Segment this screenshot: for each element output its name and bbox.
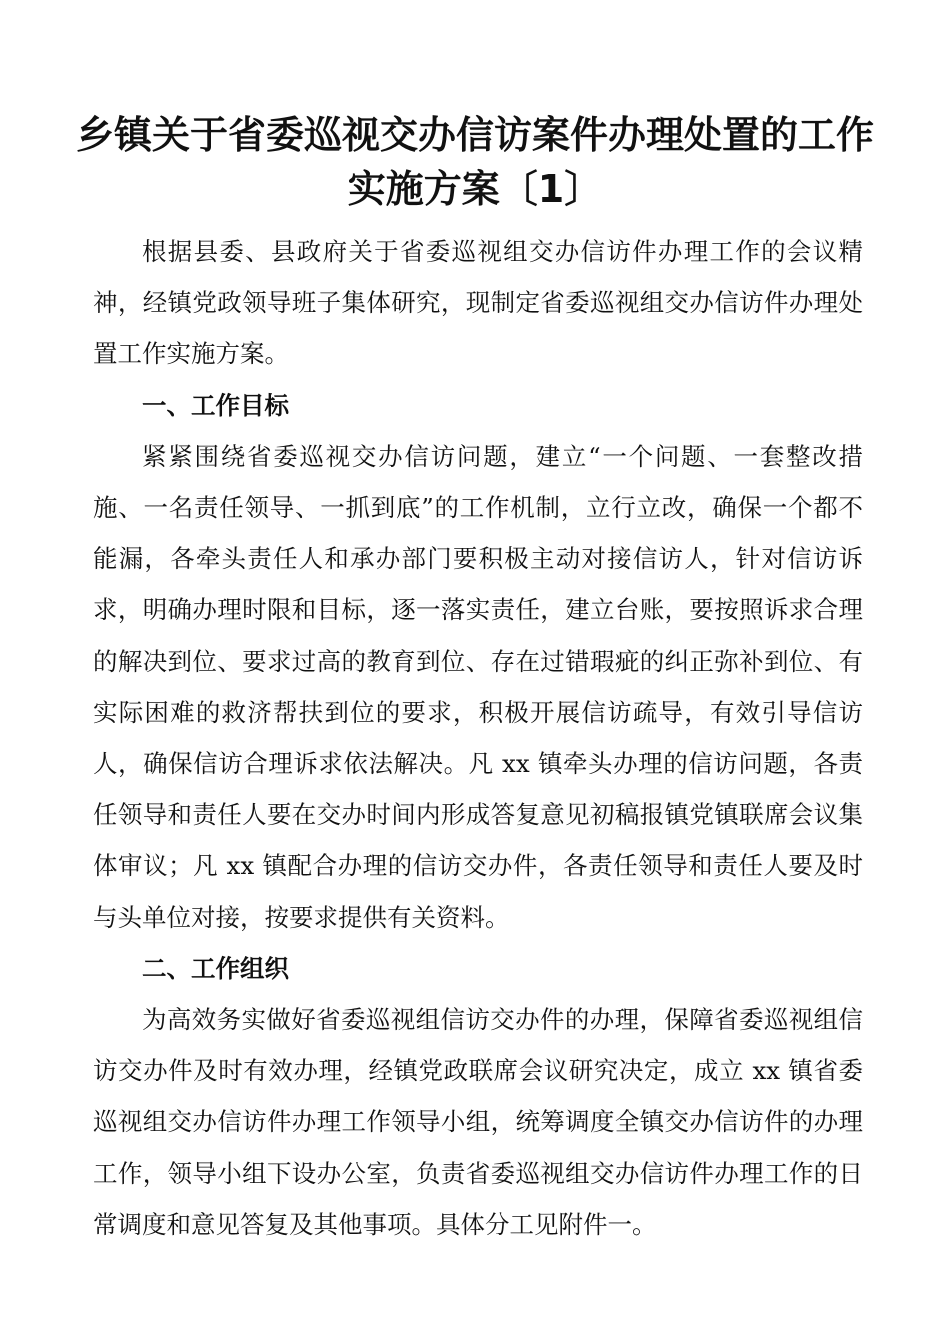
- section-paragraph-goals: 紧紧围绕省委巡视交办信访问题，建立“一个问题、一套整改措施、一名责任领导、一抓到底”的工作机制，立行立改，确保一个都不能漏，各牵头责任人和承办部门要积极主动对接信访人，针对信访诉求，明确办理时限和目标，逐一落实责任，建立台账，要按照诉求合理的解决到位、要求过高的教育到位、存在过错瑕疵的纠正弥补到位、有实际困难的救济帮扶到位的要求，积极开展信访疏导，有效引导信访人，确保信访合理诉求依法解决。凡 xx 镇牵头办理的信访问题，各责任领导和责任人要在交办时间内形成答复意见初稿报镇党镇联席会议集体审议；凡 xx 镇配合办理的信访交办件，各责任领导和责任人要及时与头单位对接，按要求提供有关资料。: [93, 441, 863, 932]
- section-paragraph-organization: 为高效务实做好省委巡视组信访交办件的办理，保障省委巡视组信访交办件及时有效办理，经镇党政联席会议研究决定，成立 xx 镇省委巡视组交办信访件办理工作领导小组，统筹调度全镇交办信访件的办理工作，领导小组下设办公室，负责省委巡视组交办信访件办理工作的日常调度和意见答复及其他事项。具体分工见附件一。: [93, 1005, 863, 1239]
- section-heading-organization: 二、工作组织: [142, 953, 289, 983]
- intro-paragraph: 根据县委、县政府关于省委巡视组交办信访件办理工作的会议精神，经镇党政领导班子集体研究，现制定省委巡视组交办信访件办理处置工作实施方案。: [93, 237, 863, 369]
- section-heading-goals: 一、工作目标: [142, 390, 289, 420]
- document-body: [93, 226, 863, 1250]
- title-line-1: 乡镇关于省委巡视交办信访案件办理处置的工作: [75, 113, 874, 157]
- document-title: [60, 108, 890, 216]
- title-line-2: 实施方案〔1〕: [347, 167, 603, 211]
